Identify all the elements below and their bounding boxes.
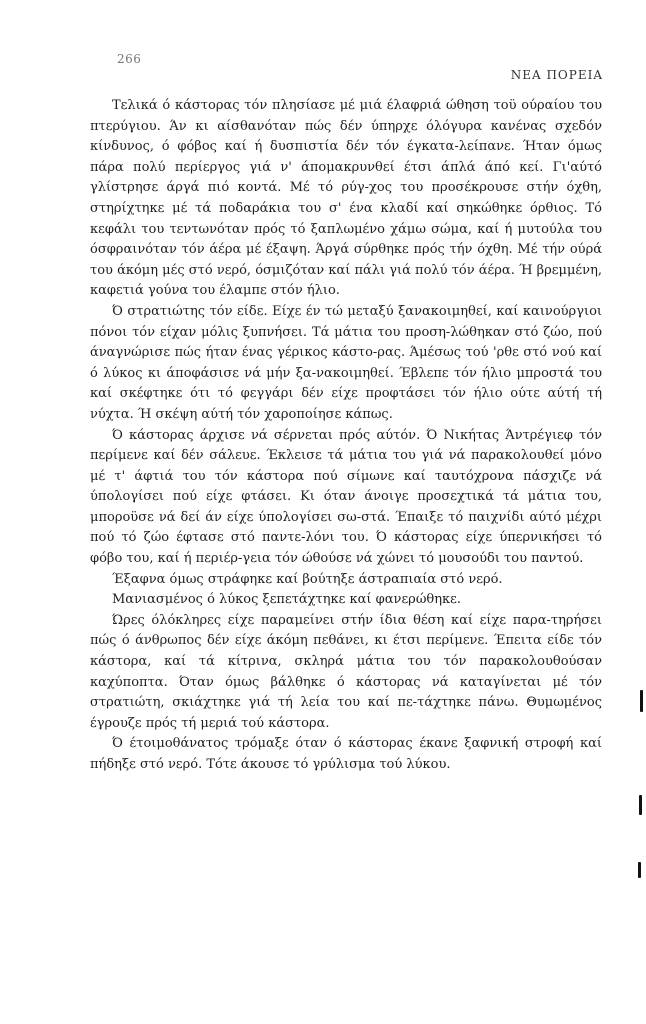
body-text bbox=[90, 96, 602, 776]
paragraph: Ό στρατιώτης τόν είδε. Είχε έν τώ μεταξύ ξανακοιμηθεί, καί καινούργιοι πόνοι τόν είχαν μόλις ξυπνήσει. Τά μάτια του προση-λώθηκαν στό ζώο, πού άναγνώρισε πώς ήταν ένας γέρικος κάστο-ρας. Άμέσως τού 'ρθε στό νού καί ό λύκος κι άποφάσισε νά μήν ξα-νακοιμηθεί. Έβλεπε τόν ήλιο μπροστά του καί σκέφτηκε ότι τό φεγγάρι δέν είχε προφτάσει τόν ήλιο ούτε αύτή τή νύχτα. Ή σκέψη αύτή τόν χαροποίησε κάπως. bbox=[90, 303, 602, 422]
paragraph: Μανιασμένος ό λύκος ξεπετάχτηκε καί φανερώθηκε. bbox=[112, 592, 462, 608]
page-number: 266 bbox=[117, 52, 142, 66]
paragraph: Έξαφνα όμως στράφηκε καί βούτηξε άστραπιαία στό νερό. bbox=[112, 571, 503, 587]
scan-margin-mark bbox=[640, 690, 643, 712]
paragraph: Ό κάστορας άρχισε νά σέρνεται πρός αύτόν. Ό Νικήτας Άντρέγιεφ τόν περίμενε καί δέν σάλευε. Έκλεισε τά μάτια του γιά νά παρακολουθεί μόνο μέ τ' άφτιά του τόν κάστορα πού σίμωνε καί ταυτόχρονα πάσχιζε νά ύπολογίσει πού είχε φτάσει. Κι όταν άνοιγε προσεχτικά τά μάτια του, μποροϋσε νά δεί άν είχε ύπολογίσει σω-στά. Έπαιξε τό παιχνίδι αύτό μέχρι πού τό ζώο έφτασε στό παντε-λόνι του. Ό κάστορας είχε ύπερνικήσει τό φόβο του, καί ή περιέρ-γεια τόν ώθούσε νά χώνει τό μουσούδι του παντού. bbox=[90, 427, 602, 567]
running-header-title: ΝΕΑ ΠΟΡΕΙΑ bbox=[510, 68, 603, 82]
paragraph: Τελικά ό κάστορας τόν πλησίασε μέ μιά έλαφριά ώθηση τοϋ ούραίου του πτερύγιου. Άν κι αίσθανόταν πώς δέν ύπηρχε όλόγυρα κανένας σχεδόν κίνδυνος, ό φόβος καί ή δυσπιστία δέν τόν έγκατα-λείπανε. Ήταν όμως πάρα πολύ περίεργος γιά ν' άπομακρυνθεί έτσι άπλά άπό κεί. Γι'αύτό γλίστρησε άργά πιό κοντά. Μέ τό ρύγ-χος του προσέκρουσε στήν όχθη, στηρίχτηκε μέ τά ποδαράκια του σ' ένα κλαδί καί σηκώθηκε όρθιος. Τό κεφάλι του τεντωνόταν πρός τό ξαπλωμένο χάμω σώμα, καί ή μυτούλα του όσφραινόταν τόν άέρα μέ έξαψη. Άργά σύρθηκε πρός τήν όχθη. Μέ τήν ούρά του άκόμη μές στό νερό, όσμιζόταν καί πάλι γιά πολύ τόν άέρα. Ή βρεμμένη, καφετιά γούνα του έλαμπε στόν ήλιο. bbox=[90, 98, 602, 299]
scan-margin-mark bbox=[639, 795, 642, 815]
paragraph: Ό έτοιμοθάνατος τρόμαξε όταν ό κάστορας έκανε ξαφνική στροφή καί πήδηξε στό νερό. Τότε άκουσε τό γρύλισμα τού λύκου. bbox=[90, 736, 602, 772]
paragraph: Ώρες όλόκληρες είχε παραμείνει στήν ίδια θέση καί είχε παρα-τηρήσει πώς ό άνθρωπος δέν είχε άκόμη πεθάνει, κι έτσι περίμενε. Έπειτα είδε τόν κάστορα, καί τά κίτρινα, σκληρά μάτια του τόν παρακολουθούσαν καχύποπτα. Όταν όμως βάλθηκε ό κάστορας νά καταγίνεται μέ τόν στρατιώτη, σκιάχτηκε γιά τή λεία του καί πε-τάχτηκε πάνω. Θυμωμένος έγρουζε πρός τή μεριά τού κάστορα. bbox=[90, 612, 602, 731]
scan-margin-mark bbox=[638, 862, 641, 878]
